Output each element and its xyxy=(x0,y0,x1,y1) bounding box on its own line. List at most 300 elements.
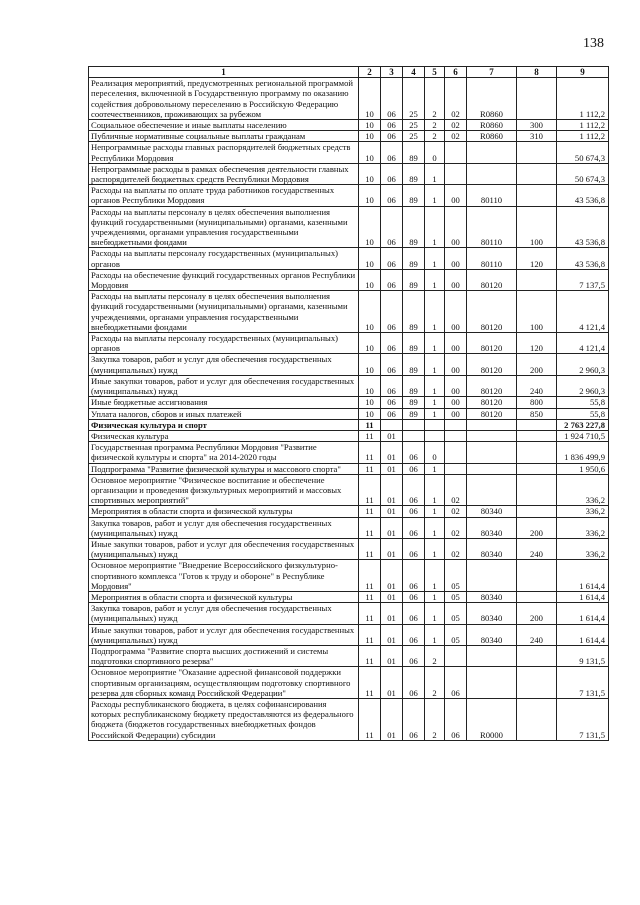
row-code-cell: 200 xyxy=(517,517,557,538)
table-row xyxy=(89,120,609,131)
row-code-cell: 10 xyxy=(359,120,381,131)
row-code-cell: 01 xyxy=(381,474,403,506)
row-code-cell: 89 xyxy=(403,248,425,269)
row-code-cell: 01 xyxy=(381,517,403,538)
row-code-cell: 100 xyxy=(517,291,557,333)
row-code-cell: 06 xyxy=(403,560,425,592)
row-code-cell: 10 xyxy=(359,185,381,206)
row-amount-cell: 1 950,6 xyxy=(557,463,609,474)
row-code-cell: 10 xyxy=(359,375,381,396)
table-row xyxy=(89,560,609,592)
row-code-cell: 89 xyxy=(403,375,425,396)
header-cell: 8 xyxy=(517,67,557,78)
row-code-cell: 80120 xyxy=(467,269,517,290)
row-code-cell xyxy=(467,463,517,474)
row-name-cell: Публичные нормативные социальные выплаты гражданам xyxy=(89,131,359,142)
row-code-cell xyxy=(517,269,557,290)
row-code-cell: 89 xyxy=(403,397,425,408)
header-cell: 2 xyxy=(359,67,381,78)
row-code-cell: 80120 xyxy=(467,354,517,375)
row-code-cell: 06 xyxy=(381,206,403,248)
table-row xyxy=(89,206,609,248)
row-code-cell: 06 xyxy=(381,120,403,131)
row-code-cell: 25 xyxy=(403,120,425,131)
row-code-cell xyxy=(517,560,557,592)
row-code-cell: 2 xyxy=(425,645,445,666)
row-code-cell: 1 xyxy=(425,591,445,602)
row-code-cell: 200 xyxy=(517,354,557,375)
row-code-cell: 1 xyxy=(425,463,445,474)
row-code-cell xyxy=(467,645,517,666)
row-code-cell xyxy=(467,163,517,184)
row-code-cell: 80120 xyxy=(467,333,517,354)
row-code-cell: 10 xyxy=(359,248,381,269)
row-code-cell: 06 xyxy=(381,291,403,333)
row-code-cell: 11 xyxy=(359,560,381,592)
row-code-cell: 06 xyxy=(403,517,425,538)
header-cell: 9 xyxy=(557,67,609,78)
row-code-cell: 06 xyxy=(403,474,425,506)
row-code-cell: 2 xyxy=(425,78,445,120)
row-amount-cell: 4 121,4 xyxy=(557,333,609,354)
row-code-cell: 02 xyxy=(445,131,467,142)
row-code-cell xyxy=(467,560,517,592)
row-code-cell xyxy=(445,645,467,666)
row-amount-cell: 7 131,5 xyxy=(557,667,609,699)
row-code-cell: 06 xyxy=(381,248,403,269)
row-code-cell: 240 xyxy=(517,375,557,396)
table-row xyxy=(89,248,609,269)
row-code-cell: 1 xyxy=(425,560,445,592)
row-code-cell: 01 xyxy=(381,603,403,624)
row-name-cell: Расходы на обеспечение функций государственных органов Республики Мордовия xyxy=(89,269,359,290)
row-amount-cell: 1 614,4 xyxy=(557,603,609,624)
budget-table xyxy=(88,66,609,741)
row-code-cell: 06 xyxy=(381,333,403,354)
row-name-cell: Иные закупки товаров, работ и услуг для обеспечения государственных (муниципальных) нужд xyxy=(89,375,359,396)
row-code-cell: 1 xyxy=(425,333,445,354)
row-code-cell: 2 xyxy=(425,698,445,740)
row-code-cell: 00 xyxy=(445,354,467,375)
row-code-cell: 1 xyxy=(425,163,445,184)
row-code-cell: 89 xyxy=(403,333,425,354)
table-row xyxy=(89,354,609,375)
row-code-cell: R0860 xyxy=(467,131,517,142)
row-name-cell: Физическая культура и спорт xyxy=(89,419,359,430)
table-row xyxy=(89,131,609,142)
row-name-cell: Расходы на выплаты персоналу в целях обеспечения выполнения функций государственными (муниципальными) органами, казенными учреждениями, органами управления государственными внебюджетными фондами xyxy=(89,206,359,248)
row-code-cell xyxy=(445,419,467,430)
row-code-cell: 2 xyxy=(425,667,445,699)
row-code-cell: 1 xyxy=(425,206,445,248)
row-code-cell: 10 xyxy=(359,131,381,142)
table-row xyxy=(89,408,609,419)
row-amount-cell: 1 614,4 xyxy=(557,560,609,592)
table-row xyxy=(89,397,609,408)
row-name-cell: Уплата налогов, сборов и иных платежей xyxy=(89,408,359,419)
row-amount-cell: 1 614,4 xyxy=(557,624,609,645)
row-code-cell: 11 xyxy=(359,698,381,740)
row-code-cell: 80120 xyxy=(467,291,517,333)
row-code-cell xyxy=(517,163,557,184)
row-code-cell: 02 xyxy=(445,474,467,506)
row-code-cell: 11 xyxy=(359,517,381,538)
row-code-cell: 2 xyxy=(425,131,445,142)
row-code-cell xyxy=(467,442,517,463)
row-code-cell: 06 xyxy=(381,185,403,206)
row-code-cell: 05 xyxy=(445,560,467,592)
row-code-cell: 240 xyxy=(517,538,557,559)
row-code-cell xyxy=(517,645,557,666)
row-code-cell: 06 xyxy=(403,591,425,602)
row-code-cell: 80110 xyxy=(467,206,517,248)
row-name-cell: Непрограммные расходы главных распорядителей бюджетных средств Республики Мордовия xyxy=(89,142,359,163)
row-code-cell: 10 xyxy=(359,206,381,248)
row-code-cell: 00 xyxy=(445,375,467,396)
row-code-cell: 11 xyxy=(359,667,381,699)
row-code-cell: 02 xyxy=(445,517,467,538)
row-code-cell: 06 xyxy=(381,163,403,184)
row-code-cell: 120 xyxy=(517,333,557,354)
row-code-cell: R0860 xyxy=(467,78,517,120)
row-code-cell: 89 xyxy=(403,206,425,248)
row-code-cell: 80110 xyxy=(467,185,517,206)
table-header-row xyxy=(89,67,609,78)
row-code-cell: 01 xyxy=(381,538,403,559)
row-code-cell xyxy=(517,698,557,740)
row-name-cell: Основное мероприятие "Физическое воспитание и обеспечение организации и проведения физкультурных мероприятий и массовых спортивных мероприятий" xyxy=(89,474,359,506)
table-body xyxy=(89,78,609,741)
row-code-cell: 06 xyxy=(381,354,403,375)
row-amount-cell: 1 112,2 xyxy=(557,120,609,131)
row-code-cell: 01 xyxy=(381,645,403,666)
table-row xyxy=(89,645,609,666)
row-name-cell: Закупка товаров, работ и услуг для обеспечения государственных (муниципальных) нужд xyxy=(89,603,359,624)
row-code-cell: 2 xyxy=(425,120,445,131)
row-code-cell xyxy=(517,185,557,206)
row-code-cell: 10 xyxy=(359,354,381,375)
row-code-cell: 1 xyxy=(425,517,445,538)
row-code-cell: 06 xyxy=(445,698,467,740)
table-row xyxy=(89,667,609,699)
row-amount-cell: 1 924 710,5 xyxy=(557,430,609,441)
row-name-cell: Основное мероприятие "Оказание адресной финансовой поддержки спортивным организациям, осуществляющим подготовку спортивного резерва для сборных команд Российской Федерации" xyxy=(89,667,359,699)
row-amount-cell: 1 614,4 xyxy=(557,591,609,602)
row-code-cell xyxy=(445,163,467,184)
row-code-cell: 11 xyxy=(359,474,381,506)
row-code-cell: 06 xyxy=(381,269,403,290)
row-name-cell: Непрограммные расходы в рамках обеспечения деятельности главных распорядителей бюджетных средств Республики Мордовия xyxy=(89,163,359,184)
row-code-cell: 10 xyxy=(359,408,381,419)
table-row xyxy=(89,624,609,645)
row-code-cell: 10 xyxy=(359,397,381,408)
row-amount-cell: 7 137,5 xyxy=(557,269,609,290)
row-name-cell: Расходы республиканского бюджета, в целях софинансирования которых республиканскому бюджету предоставляются из федерального бюджета (бюджетов государственных внебюджетных фондов Российской Федерации) субсидии xyxy=(89,698,359,740)
row-name-cell: Расходы на выплаты по оплате труда работников государственных органов Республики Мордовия xyxy=(89,185,359,206)
row-amount-cell: 2 960,3 xyxy=(557,354,609,375)
row-code-cell xyxy=(403,430,425,441)
row-code-cell xyxy=(467,474,517,506)
row-code-cell xyxy=(517,430,557,441)
row-code-cell: 25 xyxy=(403,131,425,142)
row-code-cell: 1 xyxy=(425,354,445,375)
row-code-cell: 25 xyxy=(403,78,425,120)
row-code-cell: 00 xyxy=(445,248,467,269)
table-row xyxy=(89,419,609,430)
row-code-cell: 11 xyxy=(359,442,381,463)
row-code-cell: 11 xyxy=(359,430,381,441)
row-code-cell xyxy=(517,474,557,506)
row-code-cell: 06 xyxy=(381,142,403,163)
row-code-cell: 06 xyxy=(381,408,403,419)
row-code-cell: 89 xyxy=(403,142,425,163)
row-code-cell: 80120 xyxy=(467,375,517,396)
row-name-cell: Мероприятия в области спорта и физической культуры xyxy=(89,591,359,602)
row-code-cell: 02 xyxy=(445,78,467,120)
row-code-cell: 10 xyxy=(359,78,381,120)
row-code-cell: 80340 xyxy=(467,603,517,624)
row-code-cell: 10 xyxy=(359,333,381,354)
table-row xyxy=(89,463,609,474)
row-code-cell: 10 xyxy=(359,163,381,184)
row-code-cell: 80110 xyxy=(467,248,517,269)
row-code-cell: 00 xyxy=(445,185,467,206)
row-name-cell: Физическая культура xyxy=(89,430,359,441)
row-code-cell xyxy=(445,430,467,441)
row-amount-cell: 336,2 xyxy=(557,474,609,506)
row-code-cell xyxy=(467,430,517,441)
table-row xyxy=(89,142,609,163)
row-code-cell: 89 xyxy=(403,163,425,184)
row-code-cell: 11 xyxy=(359,645,381,666)
row-code-cell: 80340 xyxy=(467,538,517,559)
page-number: 138 xyxy=(583,36,604,51)
row-amount-cell: 1 112,2 xyxy=(557,78,609,120)
row-code-cell: 10 xyxy=(359,142,381,163)
row-code-cell: 01 xyxy=(381,698,403,740)
row-code-cell: 05 xyxy=(445,603,467,624)
row-code-cell: 00 xyxy=(445,206,467,248)
header-cell: 4 xyxy=(403,67,425,78)
row-code-cell: 11 xyxy=(359,624,381,645)
row-code-cell xyxy=(517,667,557,699)
table-row xyxy=(89,442,609,463)
row-amount-cell: 2 960,3 xyxy=(557,375,609,396)
row-name-cell: Подпрограмма "Развитие спорта высших достижений и системы подготовки спортивного резерва" xyxy=(89,645,359,666)
row-code-cell: 0 xyxy=(425,442,445,463)
row-amount-cell: 336,2 xyxy=(557,538,609,559)
row-code-cell: 06 xyxy=(445,667,467,699)
row-code-cell xyxy=(517,78,557,120)
row-code-cell: 300 xyxy=(517,120,557,131)
table-row xyxy=(89,538,609,559)
row-name-cell: Расходы на выплаты персоналу государственных (муниципальных) органов xyxy=(89,248,359,269)
row-name-cell: Реализация мероприятий, предусмотренных региональной программой переселения, включенной в Государственную программу по оказанию содействия добровольному переселению в Российскую Федерацию соотечественников, проживающих за рубежом xyxy=(89,78,359,120)
row-code-cell xyxy=(445,463,467,474)
table-row xyxy=(89,603,609,624)
row-code-cell: 1 xyxy=(425,248,445,269)
row-amount-cell: 50 674,3 xyxy=(557,163,609,184)
row-code-cell: 00 xyxy=(445,291,467,333)
row-code-cell: 1 xyxy=(425,185,445,206)
row-code-cell: 1 xyxy=(425,408,445,419)
row-code-cell: 06 xyxy=(403,645,425,666)
row-code-cell xyxy=(425,419,445,430)
row-code-cell: 06 xyxy=(403,442,425,463)
row-code-cell: 06 xyxy=(403,603,425,624)
row-amount-cell: 2 763 227,8 xyxy=(557,419,609,430)
row-name-cell: Подпрограмма "Развитие физической культуры и массового спорта" xyxy=(89,463,359,474)
table-row xyxy=(89,506,609,517)
row-code-cell xyxy=(467,142,517,163)
row-code-cell: 800 xyxy=(517,397,557,408)
row-code-cell: 00 xyxy=(445,269,467,290)
row-code-cell xyxy=(467,667,517,699)
row-code-cell xyxy=(517,591,557,602)
row-code-cell: 240 xyxy=(517,624,557,645)
table-row xyxy=(89,333,609,354)
row-code-cell: 02 xyxy=(445,506,467,517)
table-row xyxy=(89,163,609,184)
row-code-cell: 310 xyxy=(517,131,557,142)
row-code-cell: 80340 xyxy=(467,624,517,645)
row-code-cell xyxy=(381,419,403,430)
row-code-cell: 06 xyxy=(403,624,425,645)
table-row xyxy=(89,517,609,538)
row-code-cell: 10 xyxy=(359,269,381,290)
row-code-cell: 02 xyxy=(445,120,467,131)
row-name-cell: Иные бюджетные ассигнования xyxy=(89,397,359,408)
row-amount-cell: 4 121,4 xyxy=(557,291,609,333)
row-code-cell: 06 xyxy=(403,506,425,517)
header-cell: 5 xyxy=(425,67,445,78)
row-code-cell: 1 xyxy=(425,375,445,396)
row-code-cell: 1 xyxy=(425,291,445,333)
row-amount-cell: 336,2 xyxy=(557,506,609,517)
row-name-cell: Государственная программа Республики Мордовия "Развитие физической культуры и спорта" на 2014-2020 годы xyxy=(89,442,359,463)
row-code-cell: 1 xyxy=(425,269,445,290)
row-code-cell: 850 xyxy=(517,408,557,419)
row-code-cell: 89 xyxy=(403,408,425,419)
row-code-cell: 11 xyxy=(359,419,381,430)
row-amount-cell: 43 536,8 xyxy=(557,185,609,206)
row-code-cell xyxy=(517,442,557,463)
table-row xyxy=(89,591,609,602)
row-name-cell: Закупка товаров, работ и услуг для обеспечения государственных (муниципальных) нужд xyxy=(89,354,359,375)
table-row xyxy=(89,474,609,506)
row-code-cell xyxy=(425,430,445,441)
row-code-cell xyxy=(445,442,467,463)
row-code-cell: 80340 xyxy=(467,591,517,602)
row-code-cell: 01 xyxy=(381,430,403,441)
row-code-cell: 11 xyxy=(359,538,381,559)
row-amount-cell: 336,2 xyxy=(557,517,609,538)
row-code-cell: 10 xyxy=(359,291,381,333)
row-code-cell: 01 xyxy=(381,560,403,592)
table-row xyxy=(89,291,609,333)
row-name-cell: Иные закупки товаров, работ и услуг для обеспечения государственных (муниципальных) нужд xyxy=(89,538,359,559)
row-code-cell xyxy=(517,506,557,517)
row-code-cell xyxy=(517,142,557,163)
row-code-cell: 11 xyxy=(359,591,381,602)
row-code-cell: 06 xyxy=(403,538,425,559)
row-code-cell: R0000 xyxy=(467,698,517,740)
row-amount-cell: 1 836 499,9 xyxy=(557,442,609,463)
row-code-cell: 00 xyxy=(445,333,467,354)
row-amount-cell: 43 536,8 xyxy=(557,206,609,248)
row-name-cell: Расходы на выплаты персоналу государственных (муниципальных) органов xyxy=(89,333,359,354)
row-name-cell: Основное мероприятие "Внедрение Всероссийского физкультурно-спортивного комплекса "Готов к труду и обороне" в Республике Мордовия" xyxy=(89,560,359,592)
row-code-cell xyxy=(467,419,517,430)
row-amount-cell: 55,8 xyxy=(557,408,609,419)
row-code-cell: 80340 xyxy=(467,517,517,538)
table-row xyxy=(89,269,609,290)
row-name-cell: Социальное обеспечение и иные выплаты населению xyxy=(89,120,359,131)
row-name-cell: Иные закупки товаров, работ и услуг для обеспечения государственных (муниципальных) нужд xyxy=(89,624,359,645)
row-code-cell: 89 xyxy=(403,269,425,290)
row-code-cell: 01 xyxy=(381,442,403,463)
row-code-cell xyxy=(445,142,467,163)
row-code-cell xyxy=(517,463,557,474)
row-code-cell: 1 xyxy=(425,538,445,559)
row-code-cell: 06 xyxy=(381,131,403,142)
header-cell: 3 xyxy=(381,67,403,78)
row-code-cell: 11 xyxy=(359,603,381,624)
row-name-cell: Мероприятия в области спорта и физической культуры xyxy=(89,506,359,517)
table-row xyxy=(89,375,609,396)
row-code-cell: 89 xyxy=(403,185,425,206)
table-row xyxy=(89,430,609,441)
row-code-cell: 01 xyxy=(381,506,403,517)
row-amount-cell: 50 674,3 xyxy=(557,142,609,163)
row-code-cell: 06 xyxy=(403,463,425,474)
row-amount-cell: 43 536,8 xyxy=(557,248,609,269)
table-row xyxy=(89,698,609,740)
row-code-cell: 1 xyxy=(425,603,445,624)
row-code-cell: 05 xyxy=(445,624,467,645)
row-code-cell: 00 xyxy=(445,397,467,408)
row-code-cell: 01 xyxy=(381,463,403,474)
row-code-cell: 80340 xyxy=(467,506,517,517)
row-code-cell: 1 xyxy=(425,397,445,408)
row-code-cell: 06 xyxy=(403,667,425,699)
row-code-cell: 06 xyxy=(381,375,403,396)
row-code-cell: 100 xyxy=(517,206,557,248)
row-code-cell: 89 xyxy=(403,354,425,375)
row-code-cell: 0 xyxy=(425,142,445,163)
row-code-cell: 1 xyxy=(425,506,445,517)
row-amount-cell: 7 131,5 xyxy=(557,698,609,740)
row-code-cell: 01 xyxy=(381,591,403,602)
header-cell: 1 xyxy=(89,67,359,78)
row-amount-cell: 55,8 xyxy=(557,397,609,408)
row-code-cell: 05 xyxy=(445,591,467,602)
row-code-cell xyxy=(517,419,557,430)
row-code-cell: 06 xyxy=(381,397,403,408)
row-code-cell: 06 xyxy=(381,78,403,120)
row-code-cell: 01 xyxy=(381,624,403,645)
row-amount-cell: 9 131,5 xyxy=(557,645,609,666)
row-code-cell: 11 xyxy=(359,506,381,517)
row-code-cell xyxy=(403,419,425,430)
row-code-cell: 120 xyxy=(517,248,557,269)
row-code-cell: 80120 xyxy=(467,408,517,419)
row-code-cell: 200 xyxy=(517,603,557,624)
row-code-cell: 80120 xyxy=(467,397,517,408)
row-code-cell: 1 xyxy=(425,624,445,645)
row-code-cell: 06 xyxy=(403,698,425,740)
header-cell: 7 xyxy=(467,67,517,78)
